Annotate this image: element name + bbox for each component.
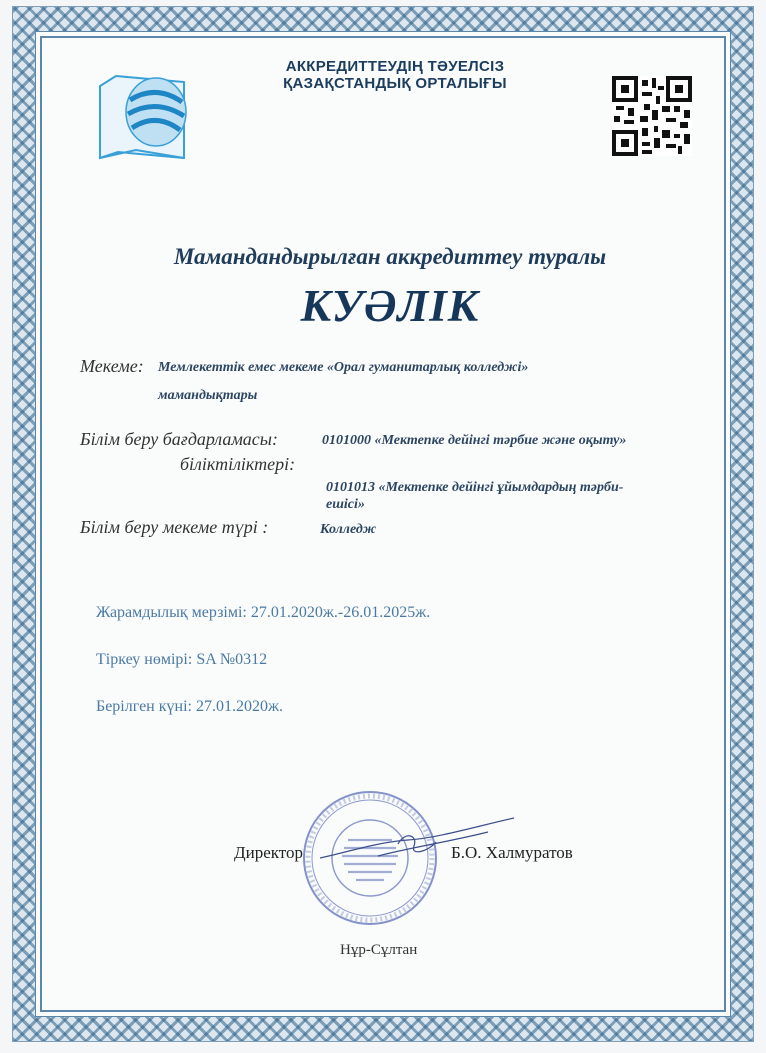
signature-scribble-icon (318, 812, 518, 872)
org-line-1: АККРЕДИТТЕУДІҢ ТӘУЕЛСІЗ (285, 58, 505, 75)
org-line-2: ҚАЗАҚСТАНДЫҚ ОРТАЛЫҒЫ (283, 75, 507, 92)
city: Нұр-Сұлтан (340, 942, 418, 958)
document-title: КУӘЛІК (300, 281, 480, 331)
document-subtitle: Мамандандырылған аккредиттеу туралы (173, 244, 607, 269)
type-value: Колледж (320, 522, 377, 537)
qualifications-label: біліктіліктері: (180, 454, 296, 474)
qualifications-value-line2: ешісі» (326, 497, 365, 512)
institution-value-line2: мамандықтары (158, 388, 258, 403)
registration-number: Тіркеу нөмірі: SA №0312 (96, 651, 268, 668)
program-value: 0101000 «Мектепке дейінгі тәрбие және оқыту» (322, 433, 627, 448)
director-label: Директор (234, 843, 303, 862)
type-label: Білім беру мекеме түрі : (80, 517, 269, 537)
book-logo-icon (96, 60, 192, 160)
director-name: Б.О. Халмуратов (451, 843, 573, 862)
institution-label (80, 356, 144, 377)
qr-code-icon (612, 76, 692, 156)
issue-date: Берілген күні: 27.01.2020ж. (96, 698, 284, 715)
qualifications-value-line1: 0101013 «Мектепке дейінгі ұйымдардың тәрби- (326, 480, 624, 495)
institution-label-colon: : (137, 356, 144, 376)
institution-label-text: Мекеме (80, 356, 138, 376)
program-label: Білім беру бағдарламасы: (80, 429, 278, 449)
organization-name (250, 58, 540, 92)
validity-period: Жарамдылық мерзімі: 27.01.2020ж.-26.01.2025ж. (96, 604, 431, 621)
institution-value-line1: Мемлекеттік емес мекеме «Орал гуманитарлық колледжі» (158, 360, 529, 375)
